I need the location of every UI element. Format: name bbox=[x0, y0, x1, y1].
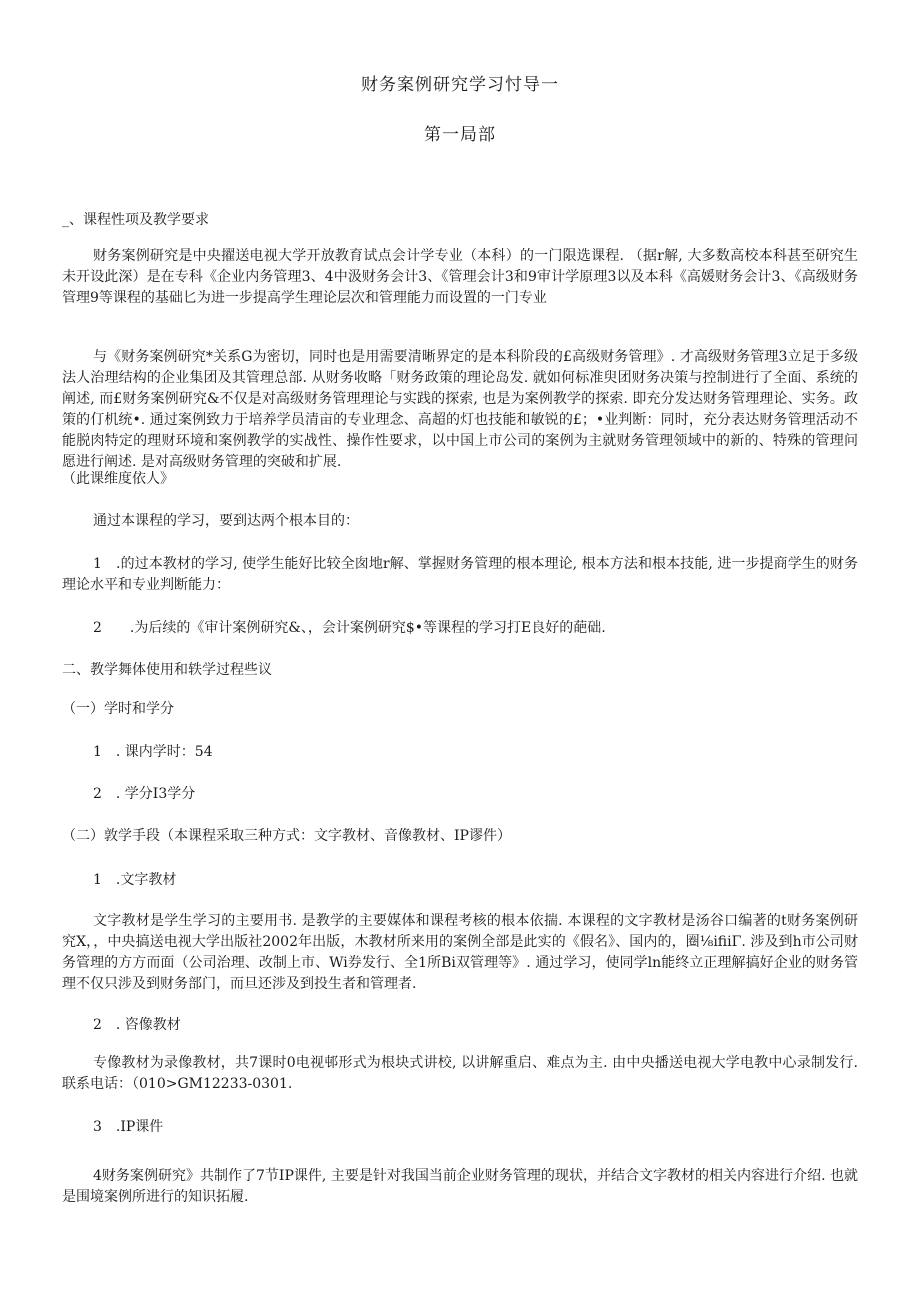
paragraph-course-relation: 与《财务案例研究*关系G为密切，同时也是用需要清晰界定的是本科阶段的£高级财务管理》. 才高级财务管理3立足于多级法人治理结构的企业集团及其管理总部. 从财务收略「财务政策的理论岛发. 就如何标准臾团财务决策与控制进行了全面、系统的阐述, 而£财务案例研究&不仅是对高级财务管理理论与实践的探索, 也是为案例教学的探索. 即充分发达财务管理理论、实务。政策的仃机统•. 通过案例致力于培养学员清亩的专业理念、高超的灯也技能和敏锐的£；•业判断：同时，充分表达财务管理活动不能脱肉特定的理财环境和案例教学的实战性、操作性要求，以中国上市公司的案例为主就财务管理领域中的新的、特殊的管理问愿进行阐述. 是对高级财务管理的突破和扩展. bbox=[62, 349, 858, 470]
paragraph-course-intro: 财务案例研究是中央擢送电视大学开放教育试点会计学专业（本科）的一门限选课程. （据r解, 大多数高校本科甚至研究生未开设此深）是在专科《企业内务管理3、4中汲财务会计3、《管理会计3和9审计学原理3以及本科《高媛财务会计3、《高级财务管理9等课程的基础匕为进一步提高学生理论层次和管理能力而设置的一门专业 bbox=[62, 248, 858, 306]
section-heading-media: 二、教学舞体使用和轶学过程些议 bbox=[62, 662, 272, 678]
media-heading-ip: 3 .IP课件 bbox=[93, 1119, 164, 1135]
subsection-heading-hours: （一）学时和学分 bbox=[62, 701, 174, 717]
section-heading-course-nature: _、课程性项及教学要求 bbox=[62, 212, 209, 228]
list-item-hours: 1 . 课内学时：54 bbox=[93, 744, 213, 760]
paragraph-note: （此课维度依人》 bbox=[62, 471, 174, 487]
media-heading-video: 2 . 咨像教材 bbox=[93, 1017, 181, 1033]
paragraph-goals-intro: 通过本课程的学习，要到达两个根本目的： bbox=[93, 513, 359, 529]
paragraph-goal-1: 1 .的过本教材的学习, 使学生能好比较全囱地r解、掌握财务管理的根本理论, 根本方法和根本技能, 进一步提商学生的财务理论水平和专业判断能力： bbox=[62, 556, 858, 593]
paragraph-video-materials: 专像教材为录像教材，共7课时0电视邨形式为根块式讲校, 以讲解重启、难点为主. 由中央播送电视大学电教中心录制发行. 联系电话：（010>GM12233-0301. bbox=[62, 1055, 858, 1092]
media-heading-text: 1 .文字教材 bbox=[93, 872, 177, 888]
paragraph-text-materials: 文字教材是学生学习的主要用书. 是教学的主要媒体和课程考核的根本依揣. 本课程的文字教材是汤谷口编著的t财务案例研究X，，中央搞送电视大学出版社2002年出版，木教材所来用的案例全部是此实的《假名》、国内的，圈⅛ifiiΓ. 涉及到h市公司财务管理的方方而面（公司治理、改制上市、Wi券发行、全1所Bi双管理等》. 通过学习，使同学ln能终立正理解搞好企业的财务管理不仅只涉及到财务部门，而旦还涉及到投生者和管理者. bbox=[62, 913, 858, 992]
document-title: 财务案例研究学习忖导一 bbox=[361, 75, 559, 95]
list-item-credits: 2 . 学分I3学分 bbox=[93, 786, 196, 802]
paragraph-goal-2: 2 .为后续的《审计案例研究&、，会计案例研究$•等课程的学习打E良好的葩础. bbox=[93, 620, 606, 636]
subsection-heading-means: （二）敦学手段（本课程采取三种方式：文字教材、音像教材、IP谬件） bbox=[62, 828, 511, 844]
document-subtitle: 第一局部 bbox=[424, 125, 496, 145]
paragraph-ip-courseware: 4财务案例研究》共制作了7节IP课件, 主要是针对我国当前企业财务管理的现状，并结合文字教材的相关内容进行介绍. 也就是围境案例所进行的知识拓履. bbox=[62, 1168, 858, 1205]
